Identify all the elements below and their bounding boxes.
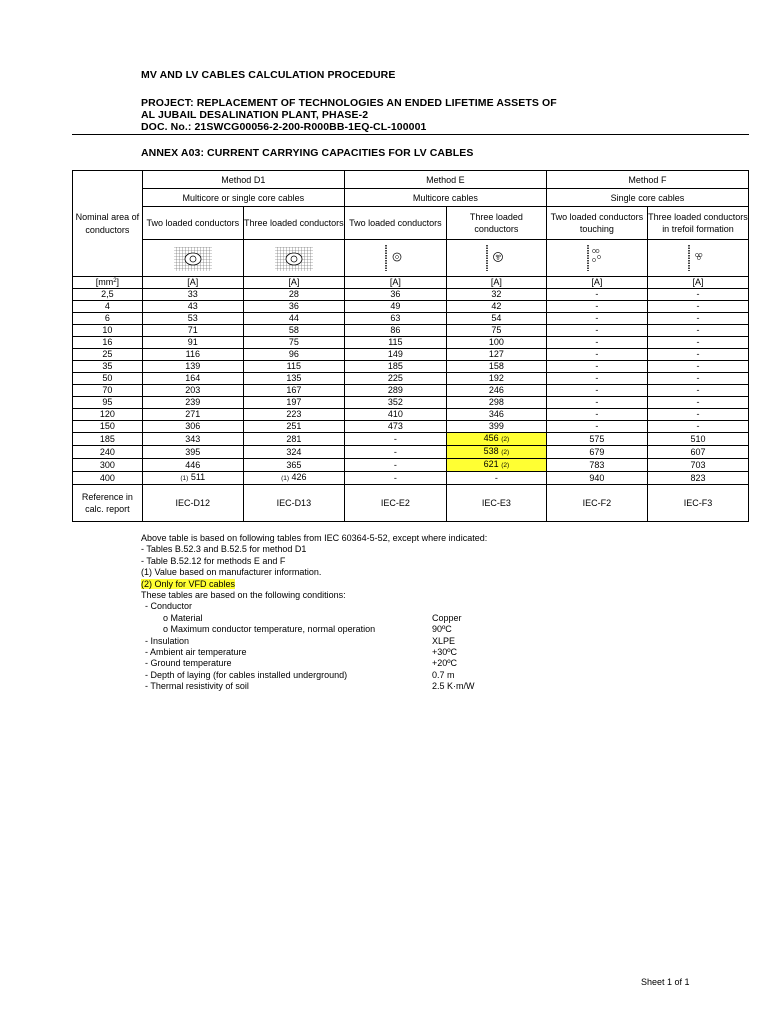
capacity-cell: 246: [446, 385, 546, 397]
note-vfd-highlight: (2) Only for VFD cables: [141, 578, 236, 589]
table-row: [73, 472, 749, 485]
reference-cell: IEC-F3: [647, 485, 748, 522]
method-f-header: Method F: [546, 171, 748, 189]
nominal-area-header: Nominal area of conductors: [73, 171, 143, 277]
unit-amp: [A]: [344, 277, 446, 289]
d1-two-install-icon: [142, 240, 243, 277]
table-row: [73, 409, 749, 421]
capacity-cell: -: [546, 421, 647, 433]
area-cell: 185: [73, 433, 143, 446]
table-row: [73, 385, 749, 397]
capacity-cell: -: [647, 373, 748, 385]
capacity-cell: 306: [142, 421, 243, 433]
header-divider: [72, 134, 749, 135]
unit-amp: [A]: [446, 277, 546, 289]
capacity-cell: 510: [647, 433, 748, 446]
annex-title: ANNEX A03: CURRENT CARRYING CAPACITIES FOR LV CABLES: [141, 147, 474, 159]
capacity-cell: 116: [142, 349, 243, 361]
capacity-cell: -: [546, 337, 647, 349]
d1-subheader: Multicore or single core cables: [142, 189, 344, 207]
capacity-cell: 197: [243, 397, 344, 409]
cond-thermal-value: 2.5 K·m/W: [432, 681, 475, 692]
capacity-cell: -: [647, 313, 748, 325]
table-row: [73, 313, 749, 325]
capacity-cell: -: [546, 289, 647, 301]
table-row: [73, 373, 749, 385]
col-f-three-trefoil: Three loaded conductors in trefoil formation: [647, 207, 748, 240]
table-row: [73, 433, 749, 446]
area-cell: 95: [73, 397, 143, 409]
area-cell: 2,5: [73, 289, 143, 301]
project-line-2: AL JUBAIL DESALINATION PLANT, PHASE-2: [141, 109, 369, 121]
capacity-cell: [142, 472, 243, 485]
col-d1-three-loaded: Three loaded conductors: [243, 207, 344, 240]
capacity-cell: -: [647, 385, 748, 397]
cond-maxtemp-label: o Maximum conductor temperature, normal operation: [163, 624, 376, 635]
capacity-cell: -: [647, 397, 748, 409]
project-line-1: PROJECT: REPLACEMENT OF TECHNOLOGIES AN ENDED LIFETIME ASSETS OF: [141, 97, 557, 109]
f-two-install-icon: [546, 240, 647, 277]
capacity-cell: 149: [344, 349, 446, 361]
capacity-cell: -: [647, 301, 748, 313]
area-cell: 240: [73, 446, 143, 459]
capacity-cell: 399: [446, 421, 546, 433]
method-d1-header: Method D1: [142, 171, 344, 189]
capacity-cell: 365: [243, 459, 344, 472]
col-e-two-loaded: Two loaded conductors: [344, 207, 446, 240]
capacity-cell: -: [647, 409, 748, 421]
f-three-install-icon: [647, 240, 748, 277]
capacity-cell: 58: [243, 325, 344, 337]
capacity-cell: 91: [142, 337, 243, 349]
capacity-cell: 54: [446, 313, 546, 325]
reference-cell: IEC-F2: [546, 485, 647, 522]
capacity-cell: -: [546, 397, 647, 409]
table-row: [73, 325, 749, 337]
capacity-cell: 703: [647, 459, 748, 472]
capacity-cell: 343: [142, 433, 243, 446]
table-body: [73, 289, 749, 485]
capacity-cell: -: [344, 446, 446, 459]
cond-ground-label: - Ground temperature: [145, 658, 232, 669]
capacity-cell: -: [647, 421, 748, 433]
capacity-cell: 223: [243, 409, 344, 421]
capacity-cell: 473: [344, 421, 446, 433]
capacity-cell: 167: [243, 385, 344, 397]
capacity-cell: -: [546, 301, 647, 313]
capacity-cell: 32: [446, 289, 546, 301]
capacity-cell: 298: [446, 397, 546, 409]
capacity-cell: 346: [446, 409, 546, 421]
area-cell: 35: [73, 361, 143, 373]
capacity-cell: -: [344, 472, 446, 485]
capacity-cell: 158: [446, 361, 546, 373]
capacity-cell: 44: [243, 313, 344, 325]
current-capacity-table: [72, 170, 749, 522]
table-row: [73, 459, 749, 472]
cond-thermal-label: - Thermal resistivity of soil: [145, 681, 249, 692]
capacity-cell: [446, 433, 546, 446]
cond-depth-label: - Depth of laying (for cables installed underground): [145, 669, 348, 680]
area-cell: 120: [73, 409, 143, 421]
doc-number: DOC. No.: 21SWCG00056-2-200-R000BB-1EQ-CL-100001: [141, 121, 427, 133]
unit-amp: [A]: [546, 277, 647, 289]
capacity-cell: 823: [647, 472, 748, 485]
capacity-cell: 289: [344, 385, 446, 397]
cond-ground-value: +20ºC: [432, 658, 458, 669]
area-cell: 400: [73, 472, 143, 485]
e-subheader: Multicore cables: [344, 189, 546, 207]
reference-cell: IEC-E3: [446, 485, 546, 522]
capacity-cell: 115: [243, 361, 344, 373]
capacity-cell: 251: [243, 421, 344, 433]
notes-intro: Above table is based on following tables from IEC 60364-5-52, except where indicated:: [141, 533, 488, 543]
reference-cell: IEC-D12: [142, 485, 243, 522]
capacity-cell: 607: [647, 446, 748, 459]
capacity-cell: 783: [546, 459, 647, 472]
capacity-cell: 42: [446, 301, 546, 313]
capacity-cell: 225: [344, 373, 446, 385]
area-cell: 150: [73, 421, 143, 433]
area-cell: 6: [73, 313, 143, 325]
capacity-cell: 43: [142, 301, 243, 313]
capacity-cell: -: [344, 459, 446, 472]
capacity-cell: 410: [344, 409, 446, 421]
capacity-value: 456: [483, 433, 499, 443]
capacity-cell: 164: [142, 373, 243, 385]
table-row: [73, 446, 749, 459]
capacity-cell: 53: [142, 313, 243, 325]
note-tables-d1: - Tables B.52.3 and B.52.5 for method D1: [141, 544, 307, 555]
note-2-mark: (2): [501, 449, 510, 456]
note-2-mark: (2): [501, 462, 510, 469]
capacity-cell: 395: [142, 446, 243, 459]
e-two-install-icon: [344, 240, 446, 277]
capacity-cell: 324: [243, 446, 344, 459]
table-row: [73, 397, 749, 409]
capacity-value: 538: [483, 446, 499, 456]
capacity-cell: -: [546, 409, 647, 421]
area-cell: 10: [73, 325, 143, 337]
d1-three-install-icon: [243, 240, 344, 277]
table-notes: [141, 533, 487, 692]
unit-area: $[mm^2]$: [73, 277, 143, 289]
cond-material-value: Copper: [432, 612, 462, 623]
reference-cell: IEC-E2: [344, 485, 446, 522]
capacity-cell: -: [546, 361, 647, 373]
col-d1-two-loaded: Two loaded conductors: [142, 207, 243, 240]
capacity-cell: 75: [243, 337, 344, 349]
table-row: [73, 361, 749, 373]
capacity-cell: 33: [142, 289, 243, 301]
e-three-install-icon: [446, 240, 546, 277]
capacity-cell: 446: [142, 459, 243, 472]
col-f-two-touching: Two loaded conductors touching: [546, 207, 647, 240]
capacity-cell: 100: [446, 337, 546, 349]
note-tables-ef: - Table B.52.12 for methods E and F: [141, 555, 286, 566]
sheet-number: Sheet 1 of 1: [641, 977, 690, 987]
area-cell: 50: [73, 373, 143, 385]
capacity-value: 621: [483, 459, 499, 469]
note-manufacturer: (1) Value based on manufacturer information.: [141, 567, 322, 578]
table-row: [73, 301, 749, 313]
capacity-cell: [446, 459, 546, 472]
capacity-cell: 239: [142, 397, 243, 409]
capacity-value: 511: [190, 472, 206, 482]
cond-insulation-label: - Insulation: [145, 635, 190, 646]
capacity-cell: [243, 472, 344, 485]
capacity-cell: -: [647, 361, 748, 373]
capacity-cell: 281: [243, 433, 344, 446]
reference-label: Reference in calc. report: [73, 485, 143, 522]
capacity-cell: -: [546, 373, 647, 385]
capacity-cell: 71: [142, 325, 243, 337]
capacity-value: 426: [291, 472, 307, 482]
cond-ambient-label: - Ambient air temperature: [145, 646, 247, 657]
unit-amp: [A]: [647, 277, 748, 289]
capacity-cell: 185: [344, 361, 446, 373]
capacity-cell: -: [647, 337, 748, 349]
capacity-cell: 96: [243, 349, 344, 361]
capacity-cell: -: [546, 349, 647, 361]
cond-ambient-value: +30ºC: [432, 646, 458, 657]
note-1-mark: (1): [281, 475, 290, 482]
area-cell: 16: [73, 337, 143, 349]
method-e-header: Method E: [344, 171, 546, 189]
cond-depth-value: 0.7 m: [432, 669, 455, 680]
capacity-cell: -: [546, 385, 647, 397]
area-cell: 70: [73, 385, 143, 397]
col-e-three-loaded: Three loaded conductors: [446, 207, 546, 240]
capacity-cell: 203: [142, 385, 243, 397]
capacity-cell: 115: [344, 337, 446, 349]
note-2-mark: (2): [501, 436, 510, 443]
capacity-cell: 139: [142, 361, 243, 373]
capacity-cell: 192: [446, 373, 546, 385]
reference-cell: IEC-D13: [243, 485, 344, 522]
document-title: MV AND LV CABLES CALCULATION PROCEDURE: [141, 69, 396, 81]
capacity-cell: -: [647, 349, 748, 361]
table-row: [73, 349, 749, 361]
f-subheader: Single core cables: [546, 189, 748, 207]
capacity-cell: 75: [446, 325, 546, 337]
cond-maxtemp-value: 90ºC: [432, 624, 452, 635]
capacity-cell: 28: [243, 289, 344, 301]
table-row: [73, 289, 749, 301]
note-conditions: These tables are based on the following conditions:: [141, 589, 346, 600]
capacity-cell: -: [344, 433, 446, 446]
area-cell: 25: [73, 349, 143, 361]
capacity-cell: -: [647, 289, 748, 301]
capacity-cell: 127: [446, 349, 546, 361]
capacity-cell: [446, 446, 546, 459]
capacity-cell: 679: [546, 446, 647, 459]
area-cell: 300: [73, 459, 143, 472]
capacity-cell: 352: [344, 397, 446, 409]
capacity-cell: 86: [344, 325, 446, 337]
capacity-cell: 940: [546, 472, 647, 485]
area-cell: 4: [73, 301, 143, 313]
capacity-cell: -: [546, 313, 647, 325]
capacity-cell: 36: [243, 301, 344, 313]
capacity-cell: -: [446, 472, 546, 485]
cond-material-label: o Material: [163, 612, 203, 623]
unit-amp: [A]: [142, 277, 243, 289]
capacity-cell: 36: [344, 289, 446, 301]
capacity-cell: 575: [546, 433, 647, 446]
capacity-cell: -: [647, 325, 748, 337]
cond-insulation-value: XLPE: [432, 635, 456, 646]
cond-conductor: - Conductor: [145, 601, 193, 612]
capacity-cell: 49: [344, 301, 446, 313]
table-row: [73, 337, 749, 349]
unit-amp: [A]: [243, 277, 344, 289]
table-row: [73, 421, 749, 433]
capacity-cell: -: [546, 325, 647, 337]
note-1-mark: (1): [180, 475, 189, 482]
capacity-cell: 135: [243, 373, 344, 385]
capacity-cell: 271: [142, 409, 243, 421]
capacity-cell: 63: [344, 313, 446, 325]
